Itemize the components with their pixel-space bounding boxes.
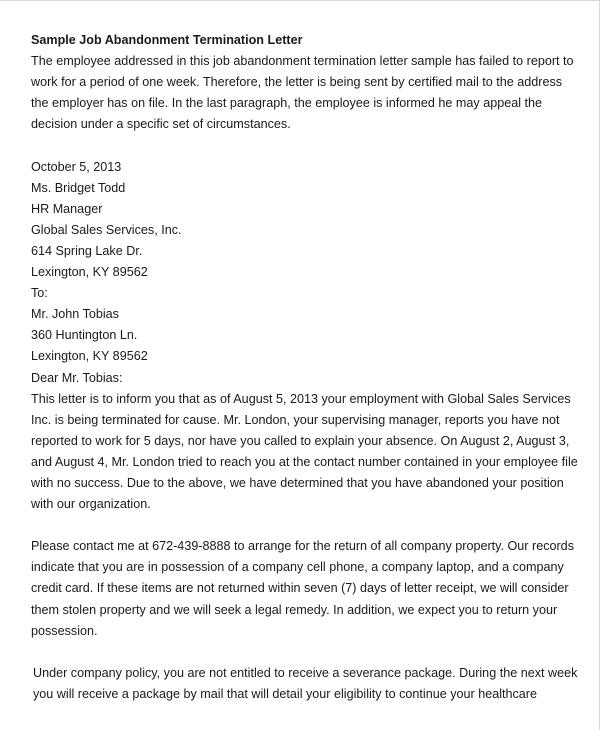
paragraph-line: Please contact me at 672-439-8888 to arrange for the return of all company property. Our records [31,539,574,554]
body-paragraph-3 [31,663,578,705]
intro-line: decision under a specific set of circumstances. [31,117,291,132]
recipient-line: 360 Huntington Ln. [31,328,138,343]
paragraph-line: possession. [31,623,98,638]
letter-date: October 5, 2013 [31,159,122,174]
paragraph-line: credit card. If these items are not returned within seven (7) days of letter receipt, we will consider [31,581,569,596]
intro-line: the employer has on file. In the last paragraph, the employee is informed he may appeal the [31,96,543,111]
sender-line: Lexington, KY 89562 [31,265,148,280]
document-title: Sample Job Abandonment Termination Letter [31,33,303,47]
paragraph-line: with our organization. [31,497,151,512]
recipient-line: Lexington, KY 89562 [31,349,148,364]
spacer [31,135,571,156]
sender-line: 614 Spring Lake Dr. [31,243,143,258]
paragraph-line: Inc. is being terminated for cause. Mr. London, your supervising manager, reports you have not [31,412,560,427]
paragraph-line: and August 4, Mr. London tried to reach you at the contact number contained in your employee file [31,454,578,469]
intro-line: The employee addressed in this job abandonment termination letter sample has failed to report to [31,54,574,69]
sender-line: HR Manager [31,201,103,216]
sender-block [31,178,571,283]
to-label: To: [31,286,48,301]
letter-content [31,30,578,705]
body-paragraph-1 [31,389,578,516]
salutation: Dear Mr. Tobias: [31,370,123,385]
paragraph-line: reported to work for 5 days, nor have you called to explain your absence. On August 2, August 3, [31,433,570,448]
spacer [31,642,571,663]
recipient-block [31,304,571,367]
body-paragraph-2 [31,536,574,641]
paragraph-line: Under company policy, you are not entitled to receive a severance package. During the next week [33,665,578,680]
page-border-top [0,0,600,1]
recipient-line: Mr. John Tobias [31,307,119,322]
spacer [31,515,571,536]
sender-line: Global Sales Services, Inc. [31,222,182,237]
paragraph-line: with no success. Due to the above, we have determined that you have abandoned your position [31,475,564,490]
paragraph-line: This letter is to inform you that as of August 5, 2013 your employment with Global Sales Services [31,391,571,406]
sender-line: Ms. Bridget Todd [31,180,126,195]
paragraph-line: them stolen property and we will seek a legal remedy. In addition, we expect you to return your [31,602,558,617]
paragraph-line: indicate that you are in possession of a company cell phone, a company laptop, and a company [31,560,564,575]
paragraph-line: you will receive a package by mail that will detail your eligibility to continue your healthcare [33,686,538,701]
intro-paragraph [31,51,574,135]
intro-line: work for a period of one week. Therefore, the letter is being sent by certified mail to the address [31,75,563,90]
